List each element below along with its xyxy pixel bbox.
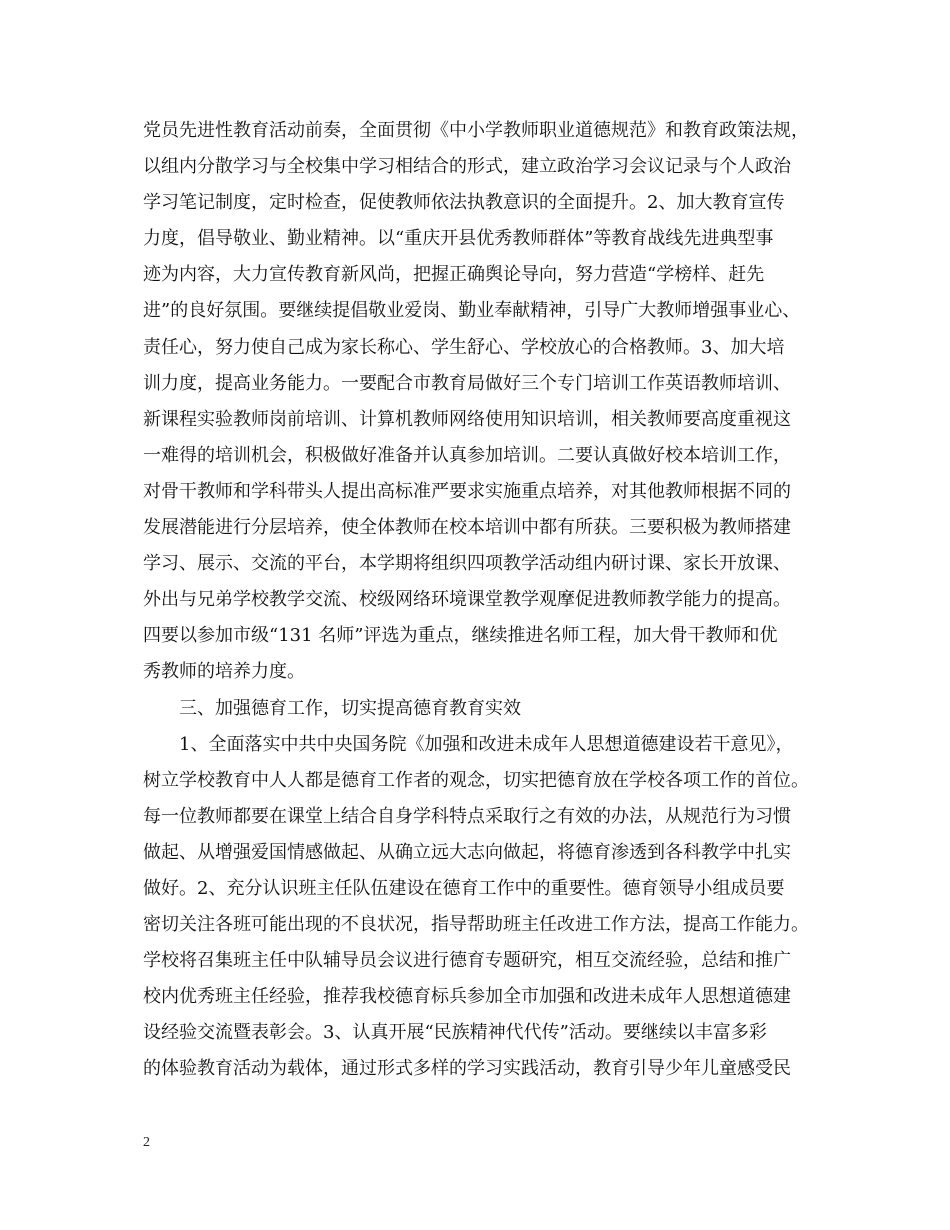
text-line: 每一位教师都要在课堂上结合自身学科特点采取行之有效的办法，从规范行为习惯 xyxy=(143,805,791,827)
text-line: 1、全面落实中共中央国务院《加强和改进未成年人思想道德建设若干意见》， xyxy=(179,733,794,755)
text-line: 的体验教育活动为载体，通过形式多样的学习实践活动，教育引导少年儿童感受民 xyxy=(143,1058,791,1080)
text-line: 密切关注各班可能出现的不良状况，指导帮助班主任改进工作方法，提高工作能力。 xyxy=(143,914,809,936)
text-line: 党员先进性教育活动前奏，全面贯彻《中小学教师职业道德规范》和教育政策法规， xyxy=(143,120,809,141)
body-text xyxy=(143,113,808,1088)
text-line: 对骨干教师和学科带头人提出高标准严要求实施重点培养，对其他教师根据不同的 xyxy=(143,480,791,502)
text-line: 做起、从增强爱国情感做起、从确立远大志向做起，将德育渗透到各科教学中扎实 xyxy=(143,841,791,863)
text-line: 学校将召集班主任中队辅导员会议进行德育专题研究，相互交流经验，总结和推广 xyxy=(143,950,791,972)
text-line: 学习、展示、交流的平台，本学期将组织四项教学活动组内研讨课、家长开放课、 xyxy=(143,553,791,575)
text-line: 学习笔记制度，定时检查，促使教师依法执教意识的全面提升。2、加大教育宣传 xyxy=(143,192,785,214)
text-line: 校内优秀班主任经验，推荐我校德育标兵参加全市加强和改进未成年人思想道德建 xyxy=(143,986,791,1008)
page-number: 2 xyxy=(143,1135,150,1150)
text-line: 秀教师的培养力度。 xyxy=(143,661,305,683)
text-line: 一难得的培训机会，积极做好准备并认真参加培训。二要认真做好校本培训工作， xyxy=(143,444,791,466)
text-line: 四要以参加市级“131 名师”评选为重点，继续推进名师工程，加大骨干教师和优 xyxy=(143,625,778,647)
text-line: 新课程实验教师岗前培训、计算机教师网络使用知识培训，相关教师要高度重视这 xyxy=(143,408,791,430)
text-line: 训力度，提高业务能力。一要配合市教育局做好三个专门培训工作英语教师培训、 xyxy=(143,372,791,394)
text-line: 三、加强德育工作，切实提高德育教育实效 xyxy=(179,697,521,719)
text-line: 力度，倡导敬业、勤业精神。以“重庆开县优秀教师群体”等教育战线先进典型事 xyxy=(143,228,774,250)
text-line: 做好。2、充分认识班主任队伍建设在德育工作中的重要性。德育领导小组成员要 xyxy=(143,877,785,899)
text-line: 发展潜能进行分层培养，使全体教师在校本培训中都有所获。三要积极为教师搭建 xyxy=(143,517,791,539)
text-line: 以组内分散学习与全校集中学习相结合的形式，建立政治学习会议记录与个人政治 xyxy=(143,156,791,178)
text-line: 进”的良好氛围。要继续提倡敬业爱岗、勤业奉献精神，引导广大教师增强事业心、 xyxy=(143,300,801,322)
text-line: 外出与兄弟学校教学交流、校级网络环境课堂教学观摩促进教师教学能力的提高。 xyxy=(143,589,791,611)
text-line: 设经验交流暨表彰会。3、认真开展“民族精神代代传”活动。要继续以丰富多彩 xyxy=(143,1022,767,1044)
text-line: 责任心，努力使自己成为家长称心、学生舒心、学校放心的合格教师。3、加大培 xyxy=(143,336,785,358)
text-line: 迹为内容，大力宣传教育新风尚，把握正确舆论导向，努力营造“学榜样、赶先 xyxy=(143,264,765,286)
text-line: 树立学校教育中人人都是德育工作者的观念，切实把德育放在学校各项工作的首位。 xyxy=(143,769,809,791)
